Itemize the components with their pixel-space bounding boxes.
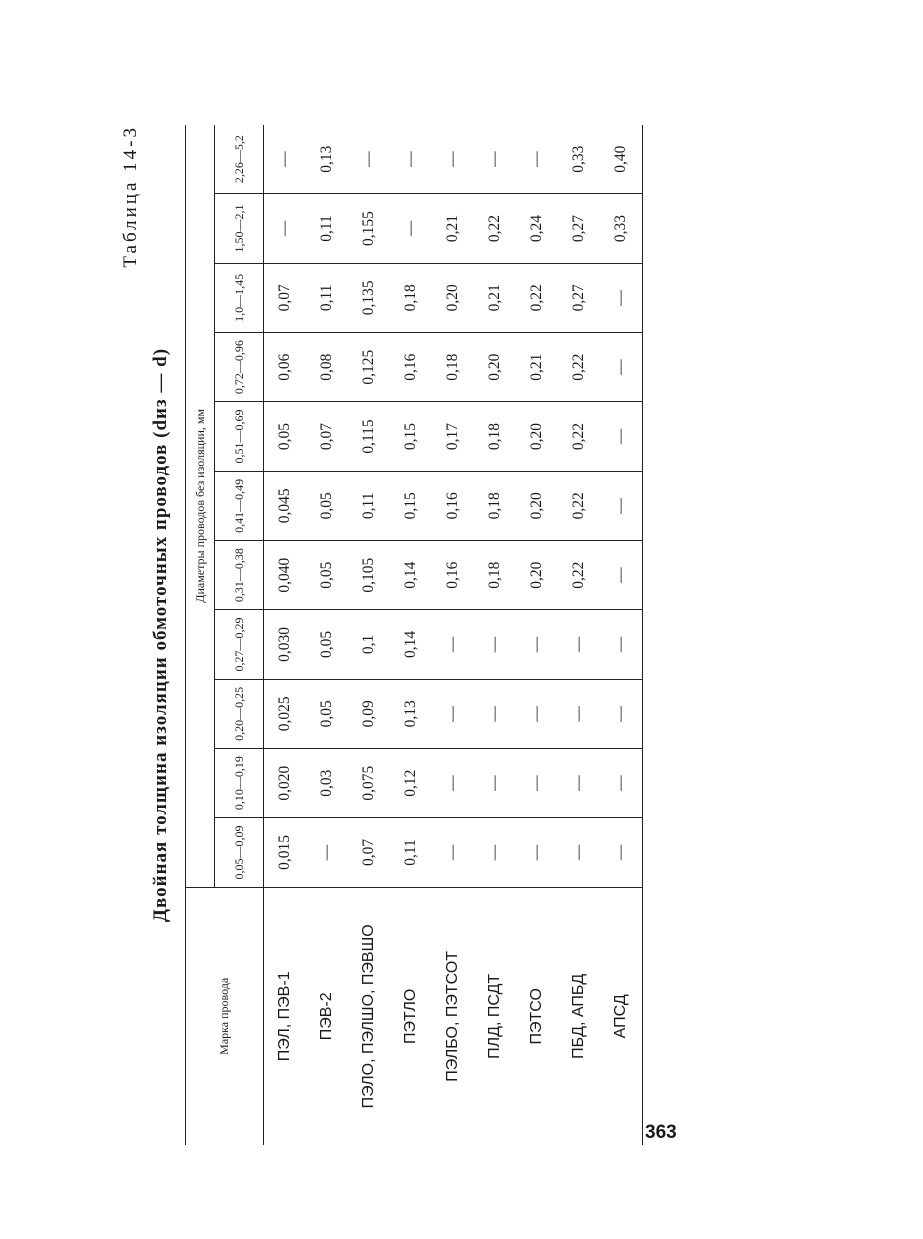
thickness-value-cell: 0,040 bbox=[264, 540, 307, 609]
diameter-range-header: 0,72—0,96 bbox=[215, 333, 264, 402]
table-content bbox=[120, 125, 700, 1145]
thickness-value-cell: 0,20 bbox=[516, 540, 558, 609]
thickness-value-cell: 0,11 bbox=[390, 818, 432, 887]
thickness-value-cell: 0,40 bbox=[600, 125, 643, 194]
thickness-value-cell: 0,17 bbox=[432, 402, 474, 471]
thickness-value-cell: — bbox=[474, 679, 516, 748]
thickness-value-cell: — bbox=[390, 194, 432, 263]
thickness-value-cell: — bbox=[558, 610, 600, 679]
diameters-header: Диаметры проводов без изоляции, мм bbox=[186, 125, 215, 887]
thickness-value-cell: 0,18 bbox=[390, 263, 432, 332]
thickness-value-cell: — bbox=[600, 263, 643, 332]
thickness-value-cell: — bbox=[432, 679, 474, 748]
thickness-value-cell: 0,05 bbox=[306, 679, 348, 748]
thickness-value-cell: 0,11 bbox=[348, 471, 390, 540]
thickness-value-cell: 0,03 bbox=[306, 748, 348, 817]
thickness-value-cell: — bbox=[516, 610, 558, 679]
thickness-value-cell: 0,33 bbox=[558, 125, 600, 194]
thickness-value-cell: — bbox=[264, 194, 307, 263]
thickness-value-cell: 0,21 bbox=[474, 263, 516, 332]
thickness-value-cell: 0,16 bbox=[390, 333, 432, 402]
thickness-value-cell: 0,135 bbox=[348, 263, 390, 332]
thickness-value-cell: 0,025 bbox=[264, 679, 307, 748]
wire-brand-cell: ПЭВ-2 bbox=[318, 992, 335, 1041]
page-number: 363 bbox=[645, 1122, 677, 1143]
thickness-value-cell: 0,18 bbox=[474, 471, 516, 540]
thickness-value-cell: — bbox=[558, 748, 600, 817]
diameter-range-header: 1,0—1,45 bbox=[215, 263, 264, 332]
thickness-value-cell: — bbox=[600, 610, 643, 679]
thickness-value-cell: 0,07 bbox=[306, 402, 348, 471]
thickness-value-cell: 0,20 bbox=[516, 471, 558, 540]
thickness-value-cell: 0,05 bbox=[264, 402, 307, 471]
thickness-value-cell: 0,15 bbox=[390, 471, 432, 540]
table-row bbox=[432, 125, 474, 1145]
thickness-value-cell: 0,14 bbox=[390, 610, 432, 679]
wire-brand-cell: ПБД, АПБД bbox=[570, 973, 587, 1059]
thickness-value-cell: 0,21 bbox=[516, 333, 558, 402]
thickness-value-cell: — bbox=[558, 818, 600, 887]
thickness-value-cell: 0,33 bbox=[600, 194, 643, 263]
thickness-value-cell: — bbox=[600, 540, 643, 609]
thickness-value-cell: 0,155 bbox=[348, 194, 390, 263]
thickness-value-cell: 0,05 bbox=[306, 540, 348, 609]
thickness-value-cell: — bbox=[516, 125, 558, 194]
diameter-range-header: 2,26—5,2 bbox=[215, 125, 264, 194]
thickness-value-cell: — bbox=[348, 125, 390, 194]
table-row bbox=[306, 125, 348, 1145]
thickness-value-cell: 0,12 bbox=[390, 748, 432, 817]
thickness-value-cell: 0,015 bbox=[264, 818, 307, 887]
thickness-value-cell: — bbox=[474, 818, 516, 887]
wire-brand-cell: ПЭТСО bbox=[528, 988, 545, 1045]
thickness-value-cell: 0,13 bbox=[390, 679, 432, 748]
thickness-value-cell: 0,22 bbox=[516, 263, 558, 332]
thickness-value-cell: — bbox=[432, 610, 474, 679]
thickness-value-cell: — bbox=[516, 818, 558, 887]
table-row bbox=[474, 125, 516, 1145]
wire-brand-cell: ПЭЛО, ПЭЛШО, ПЭВШО bbox=[360, 924, 377, 1109]
diameter-range-header: 0,20—0,25 bbox=[215, 679, 264, 748]
table-title: Двойная толщина изоляции обмоточных проводов (dиз — d) bbox=[150, 347, 171, 923]
table-row bbox=[390, 125, 432, 1145]
thickness-value-cell: 0,20 bbox=[516, 402, 558, 471]
thickness-value-cell: 0,20 bbox=[474, 333, 516, 402]
thickness-value-cell: 0,22 bbox=[558, 333, 600, 402]
wire-brand-cell: АПСД bbox=[600, 887, 643, 1145]
thickness-value-cell: 0,05 bbox=[306, 471, 348, 540]
thickness-value-cell: 0,08 bbox=[306, 333, 348, 402]
thickness-value-cell: 0,07 bbox=[264, 263, 307, 332]
thickness-value-cell: 0,07 bbox=[348, 818, 390, 887]
thickness-value-cell: 0,16 bbox=[432, 540, 474, 609]
thickness-value-cell: 0,020 bbox=[264, 748, 307, 817]
thickness-value-cell: 0,030 bbox=[264, 610, 307, 679]
thickness-value-cell: 0,075 bbox=[348, 748, 390, 817]
thickness-value-cell: — bbox=[600, 333, 643, 402]
table-row bbox=[348, 125, 390, 1145]
thickness-value-cell: — bbox=[474, 610, 516, 679]
thickness-value-cell: — bbox=[600, 748, 643, 817]
table-caption: Таблица 14-3 bbox=[120, 125, 141, 268]
thickness-value-cell: 0,045 bbox=[264, 471, 307, 540]
thickness-value-cell: 0,125 bbox=[348, 333, 390, 402]
thickness-value-cell: 0,27 bbox=[558, 263, 600, 332]
thickness-value-cell: 0,27 bbox=[558, 194, 600, 263]
thickness-value-cell: 0,11 bbox=[306, 194, 348, 263]
table-row bbox=[558, 125, 600, 1145]
diameter-range-header: 0,41—0,49 bbox=[215, 471, 264, 540]
diameter-range-header: 0,27—0,29 bbox=[215, 610, 264, 679]
diameter-range-header: 1,50—2,1 bbox=[215, 194, 264, 263]
thickness-value-cell: 0,11 bbox=[306, 263, 348, 332]
thickness-value-cell: 0,21 bbox=[432, 194, 474, 263]
diameter-range-header: 0,51—0,69 bbox=[215, 402, 264, 471]
thickness-value-cell: 0,20 bbox=[432, 263, 474, 332]
thickness-value-cell: — bbox=[516, 748, 558, 817]
wire-brand-cell: ПЭТЛО bbox=[402, 988, 419, 1044]
thickness-value-cell: — bbox=[306, 818, 348, 887]
thickness-value-cell: — bbox=[432, 748, 474, 817]
brand-header: Марка провода bbox=[186, 887, 264, 1145]
diameter-range-header: 0,10—0,19 bbox=[215, 748, 264, 817]
thickness-value-cell: — bbox=[264, 125, 307, 194]
thickness-value-cell: 0,18 bbox=[474, 402, 516, 471]
thickness-value-cell: — bbox=[600, 818, 643, 887]
thickness-value-cell: — bbox=[474, 125, 516, 194]
diameter-range-header: 0,31—0,38 bbox=[215, 540, 264, 609]
table-row bbox=[600, 125, 643, 1145]
thickness-value-cell: 0,09 bbox=[348, 679, 390, 748]
thickness-value-cell: 0,13 bbox=[306, 125, 348, 194]
thickness-value-cell: — bbox=[390, 125, 432, 194]
thickness-value-cell: — bbox=[600, 471, 643, 540]
thickness-value-cell: 0,115 bbox=[348, 402, 390, 471]
thickness-value-cell: 0,1 bbox=[348, 610, 390, 679]
table-row bbox=[516, 125, 558, 1145]
thickness-value-cell: 0,14 bbox=[390, 540, 432, 609]
rotated-table-area bbox=[120, 125, 700, 1145]
thickness-value-cell: — bbox=[600, 679, 643, 748]
wire-brand-cell: ПЭЛБО, ПЭТСОТ bbox=[444, 950, 461, 1082]
thickness-value-cell: 0,18 bbox=[432, 333, 474, 402]
thickness-value-cell: 0,22 bbox=[558, 540, 600, 609]
wire-brand-cell: ПЛД, ПСДТ bbox=[486, 973, 503, 1059]
thickness-value-cell: 0,22 bbox=[474, 194, 516, 263]
thickness-value-cell: 0,24 bbox=[516, 194, 558, 263]
thickness-value-cell: 0,22 bbox=[558, 471, 600, 540]
thickness-value-cell: 0,18 bbox=[474, 540, 516, 609]
thickness-value-cell: — bbox=[600, 402, 643, 471]
diameter-range-header: 0,05—0,09 bbox=[215, 818, 264, 887]
insulation-table bbox=[185, 125, 643, 1145]
thickness-value-cell: 0,05 bbox=[306, 610, 348, 679]
thickness-value-cell: 0,105 bbox=[348, 540, 390, 609]
thickness-value-cell: 0,15 bbox=[390, 402, 432, 471]
thickness-value-cell: 0,06 bbox=[264, 333, 307, 402]
wire-brand-cell: ПЭЛ, ПЭВ-1 bbox=[276, 971, 293, 1062]
thickness-value-cell: — bbox=[516, 679, 558, 748]
thickness-value-cell: — bbox=[432, 818, 474, 887]
thickness-value-cell: — bbox=[474, 748, 516, 817]
thickness-value-cell: 0,16 bbox=[432, 471, 474, 540]
thickness-value-cell: — bbox=[432, 125, 474, 194]
table-row bbox=[264, 125, 307, 1145]
thickness-value-cell: 0,22 bbox=[558, 402, 600, 471]
thickness-value-cell: — bbox=[558, 679, 600, 748]
